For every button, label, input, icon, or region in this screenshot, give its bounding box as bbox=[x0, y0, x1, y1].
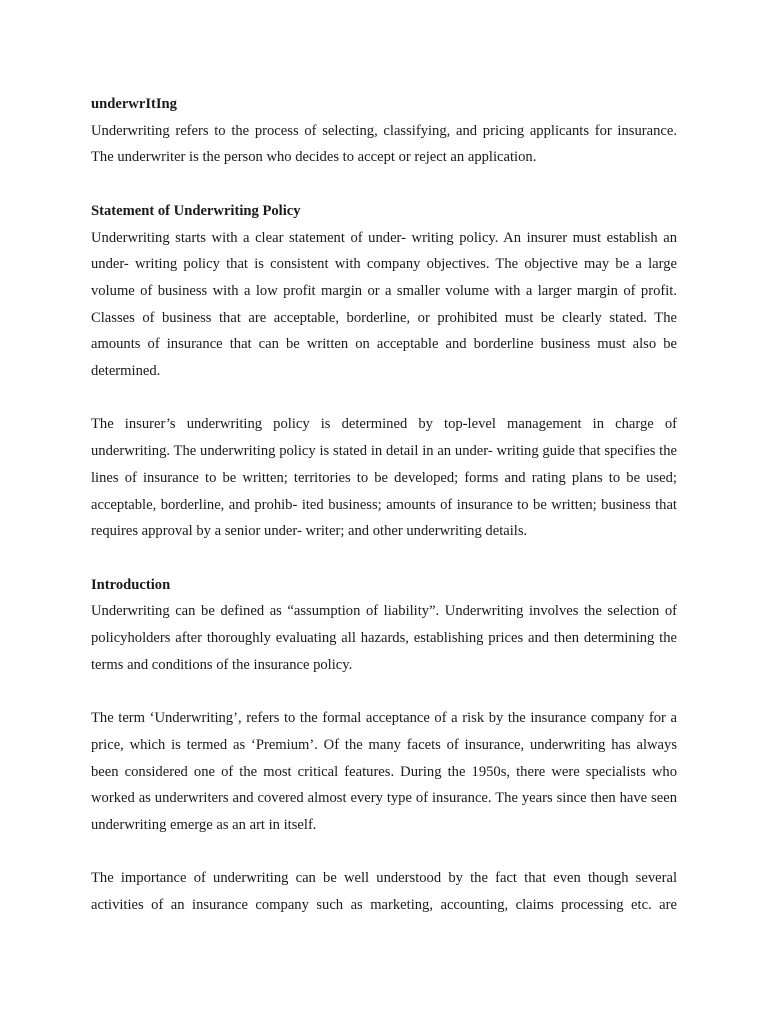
paragraph-introduction-importance: The importance of underwriting can be well understood by the fact that even though several activities of an insurance company such as marketing, accounting, claims processing etc. are bbox=[91, 870, 677, 914]
paragraph-statement-management: The insurer’s underwriting policy is determined by top-level management in charge of underwriting. The underwriting policy is stated in detail in an under- writing guide that specifies the lines of insurance to be written; territories to be developed; forms and rating plans to be used; acceptable, borderline, and prohib- ited business; amounts of insurance to be written; business that requires approval by a senior under- writer; and other underwriting details. bbox=[91, 416, 677, 540]
document-body bbox=[91, 91, 677, 945]
paragraph-introduction-term: The term ‘Underwriting’, refers to the formal acceptance of a risk by the insurance company for a price, which is termed as ‘Premium’. Of the many facets of insurance, underwriting has always been considered one of the most critical features. During the 1950s, there were specialists who worked as underwriters and covered almost every type of insurance. The years since then have seen underwriting emerge as an art in itself. bbox=[91, 710, 677, 833]
section-heading-introduction: Introduction bbox=[91, 576, 171, 593]
paragraph-underwriting-definition: Underwriting refers to the process of selecting, classifying, and pricing applicants for insurance. The underwriter is the person who decides to accept or reject an application. bbox=[91, 122, 677, 166]
section-heading-underwriting: underwrItIng bbox=[91, 96, 177, 112]
section-heading-statement: Statement of Underwriting Policy bbox=[91, 202, 301, 219]
paragraph-introduction-definition: Underwriting can be defined as “assumption of liability”. Underwriting involves the selection of policyholders after thoroughly evaluating all hazards, establishing prices and then determining the terms and conditions of the insurance policy. bbox=[91, 603, 677, 673]
paragraph-statement-policy: Underwriting starts with a clear statement of under- writing policy. An insurer must establish an under- writing policy that is consistent with company objectives. The objective may be a large volume of business with a low profit margin or a smaller volume with a larger margin of profit. Classes of business that are acceptable, borderline, or prohibited must be clearly stated. The amounts of insurance that can be written on acceptable and borderline business must also be determined. bbox=[91, 229, 677, 380]
